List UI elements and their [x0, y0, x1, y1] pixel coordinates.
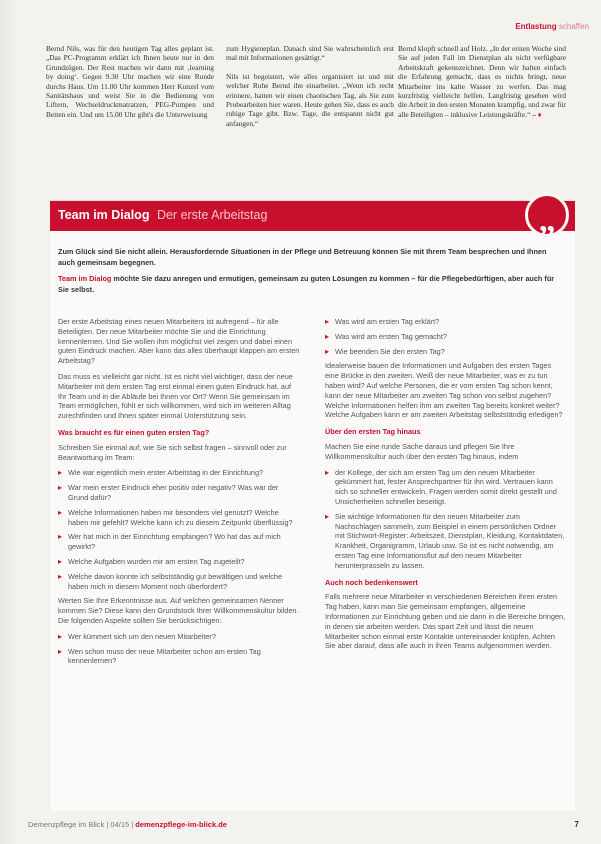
- article-paragraph: zum Hygieneplan. Danach sind Sie wahrscheinlich erst mal mit Informationen gesättigt.“: [226, 44, 394, 63]
- article-paragraph: Nils ist begeistert, wie alles organisiert ist und mit welcher Ruhe Bernd ihn einarbeitet. „Wenn ich recht erinnere, hatten wir einen chaotischen Tag, als Sie zum Probearbeiten hier waren. Heute gehen Sie, dass es auch ruhige Tage gibt. Bzw. Tage, die entspannt nicht gut anfangen.“: [226, 71, 394, 128]
- page-footer: [28, 820, 573, 829]
- list-item: ▸ Was wird am ersten Tag gemacht?: [325, 332, 567, 342]
- list-item: ▸ Was wird am ersten Tag erklärt?: [325, 317, 567, 327]
- brand-name: Team im Dialog: [58, 274, 112, 283]
- body-paragraph: Schreiben Sie einmal auf, wie Sie sich selbst fragen – sinnvoll oder zur Beantwortung im Team:: [58, 442, 287, 462]
- box-title: Team im Dialog Der erste Arbeitstag: [58, 208, 268, 222]
- list-item: ▸ Wie beenden Sie den ersten Tag?: [325, 347, 567, 357]
- team-dialog-box: [50, 200, 575, 811]
- article-paragraph: Bernd klopft schnell auf Holz. „In der ersten Woche sind Sie auf jeden Fall im Dienstplan als nicht verfügbare Arbeitskraft gekennzeichnet. Denn wir halten einfach die Erfahrung gemacht, dass es nichts bringt, neue Mitarbeiter ins kalte Wasser zu werfen. Das mag kurzfristig vielleicht helfen. Langfristig gesehen wird die Arbeit in den ersten Monaten krampfig, und zwar für alle Beteiligten – inklusive Leistungskräfte.“ – ♦: [398, 44, 566, 119]
- subheading: Was braucht es für einen guten ersten Tag?: [58, 427, 210, 437]
- box-column-right: [325, 317, 567, 657]
- list-item: ▸ Wie war eigentlich mein erster Arbeitstag in der Einrichtung?: [58, 468, 300, 478]
- box-banner: [50, 201, 575, 231]
- page-number: 7: [574, 820, 579, 829]
- body-paragraph: Idealerweise bauen die Informationen und Aufgaben des ersten Tages eine Brücke in den zweiten. Weiß der neue Mitarbeiter, was er zu tun haben wird? Auf welche Personen, die er vom ersten Tag schon kennt, kann der neue Mitarbeiter am zweiten Tag schon von selbst zugehen? Welche Informationen helfen ihm am zweiten Tag bereits konkret weiter? Welche Aufgaben kann er am zweiten Arbeitstag selbstständig erledigen?: [325, 361, 563, 420]
- article-column-3: [398, 44, 566, 128]
- body-paragraph: Das muss es vielleicht gar nicht. Ist es nicht viel wichtiger, dass der neue Mitarbeiter mit dem ersten Tag erst einmal einen guten Eindruck hat, auf Ihr Team und in die Abläufe bei Ihnen vor Ort? Wenn Sie gemeinsam im Team ermöglichen, fühlt er sich willkommen, wird sich im weiteren Alltag zurechtfinden und Ihnen später einmal Unterstützung sein.: [58, 371, 293, 421]
- list-item: ▸ Sie wichtige Informationen für den neuen Mitarbeiter zum Nachschlagen sammeln, zum Beispiel in einem persönlichen Ordner mit Stichwort-Register: Arbeitszeit, Dienstplan, Kleidung, Kontaktdaten, Krankheit, Organigramm, Urlaub usw. So ist es nicht notwendig, am ersten Tag eine Informationsflut auf den neuen Mitarbeiter herunterprasseln zu lassen.: [325, 512, 567, 571]
- quote-icon: „: [525, 193, 569, 237]
- box-intro: [58, 247, 563, 301]
- list-item: ▸ War mein erster Eindruck eher positiv oder negativ? Was war der Grund dafür?: [58, 483, 300, 503]
- box-column-left: [58, 317, 300, 671]
- list-item: ▸ der Kollege, der sich am ersten Tag um den neuen Mitarbeiter gekümmert hat, fester Ansprechpartner für ihn wird. Vertrauen kann sich so schneller entwickeln, Fragen werden somit direkt gestellt und Unsicherheiten schneller beseitigt.: [325, 468, 567, 507]
- list-item: ▸ Welche Aufgaben wurden mir am ersten Tag zugeteilt?: [58, 557, 300, 567]
- list-item: ▸ Welche Informationen haben mir besonders viel genutzt? Welche haben mir gefehlt? Welche kann ich zu diesem Zeitpunkt überflüssig?: [58, 508, 300, 528]
- end-mark: – ♦: [532, 109, 542, 119]
- article-continuation: [46, 44, 576, 184]
- body-paragraph: Machen Sie eine runde Sache daraus und pflegen Sie Ihre Willkommenskultur auch über den ersten Tag hinaus, indem: [325, 441, 519, 461]
- article-column-1: [46, 44, 214, 128]
- website-link[interactable]: demenzpflege-im-blick.de: [135, 820, 227, 829]
- list-item: ▸ Wer kümmert sich um den neuen Mitarbeiter?: [58, 632, 300, 642]
- publication-info: Demenzpflege im Blick | 04/15 |: [28, 820, 136, 829]
- intro-paragraph-2: Team im Dialog möchte Sie dazu anregen und ermutigen, gemeinsam zu guten Lösungen zu kommen – für die Pflegebedürftigen, aber auch für Sie selbst.: [58, 274, 555, 294]
- subheading: Auch noch bedenkenswert: [325, 577, 418, 587]
- body-paragraph: Falls mehrere neue Mitarbeiter in verschiedenen Bereichen ihren ersten Tag haben, kann man Sie gemeinsam empfangen, allgemeine Informationen zur Einrichtung geben und sie dann in die Bereiche bringen, in denen sie arbeiten werden. Das spart Zeit und lässt die neuen Mitarbeiter schon einmal erste Kontakte untereinander knüpfen. Achten Sie aber darauf, dass alle auch in ihren Teams aufgenommen werden.: [325, 592, 566, 651]
- body-paragraph: Der erste Arbeitstag eines neuen Mitarbeiters ist aufregend – für alle Beteiligten. Der neue Mitarbeiter möchte Sie und die Einrichtung kennenlernen. Und Sie wollen ihm möglichst viel zeigen und dabei einen guten Eindruck machen. Aber kann das alles überhaupt klappen am ersten Arbeitstag?: [58, 317, 300, 366]
- section-label: Entlastung schaffen: [515, 22, 589, 31]
- list-item: ▸ Wen schon muss der neue Mitarbeiter schon am ersten Tag kennenlernen?: [58, 647, 300, 667]
- article-column-2: [226, 44, 394, 137]
- article-paragraph: Bernd Nils, was für den heutigen Tag alles geplant ist. „Das PC-Programm erklärt ich Ihnen heute nur in den Grundzügen. Der Rest machen wir dann mit ‚learning by doing‘. Gegen 9.30 Uhr machen wir eine Runde durchs Haus. Um 11.00 Uhr kommen Herr Kunzel vom Sanitätshaus und weist Sie in die Bedienung von Liftern, Wechseldruckmatratzen, PEG-Pumpen und Betten ein. Und um 15.00 Uhr gibt's die Unterweisung: [46, 44, 214, 119]
- body-paragraph: Werten Sie Ihre Erkenntnisse aus. Auf welchen gemeinsamen Nenner kommen Sie? Diese kann den Grundstock Ihrer Willkommenskultur bilden. Die folgenden Aspekte sollten Sie berücksichtigen:: [58, 596, 299, 625]
- list-item: ▸ Welche davon konnte ich selbstständig gut bewältigen und welche haben mich in diesem Moment noch überfordert?: [58, 572, 300, 592]
- subheading: Über den ersten Tag hinaus: [325, 427, 421, 437]
- list-item: ▸ Wer hat mich in der Einrichtung empfangen? Wo hat das auf mich gewirkt?: [58, 532, 300, 552]
- box-subtitle: Der erste Arbeitstag: [156, 208, 268, 222]
- intro-paragraph: Zum Glück sind Sie nicht allein. Herausfordernde Situationen in der Pflege und Betreuung können Sie mit Ihrem Team besprechen und Ihnen auch gemeinsam begegnen.: [58, 247, 547, 267]
